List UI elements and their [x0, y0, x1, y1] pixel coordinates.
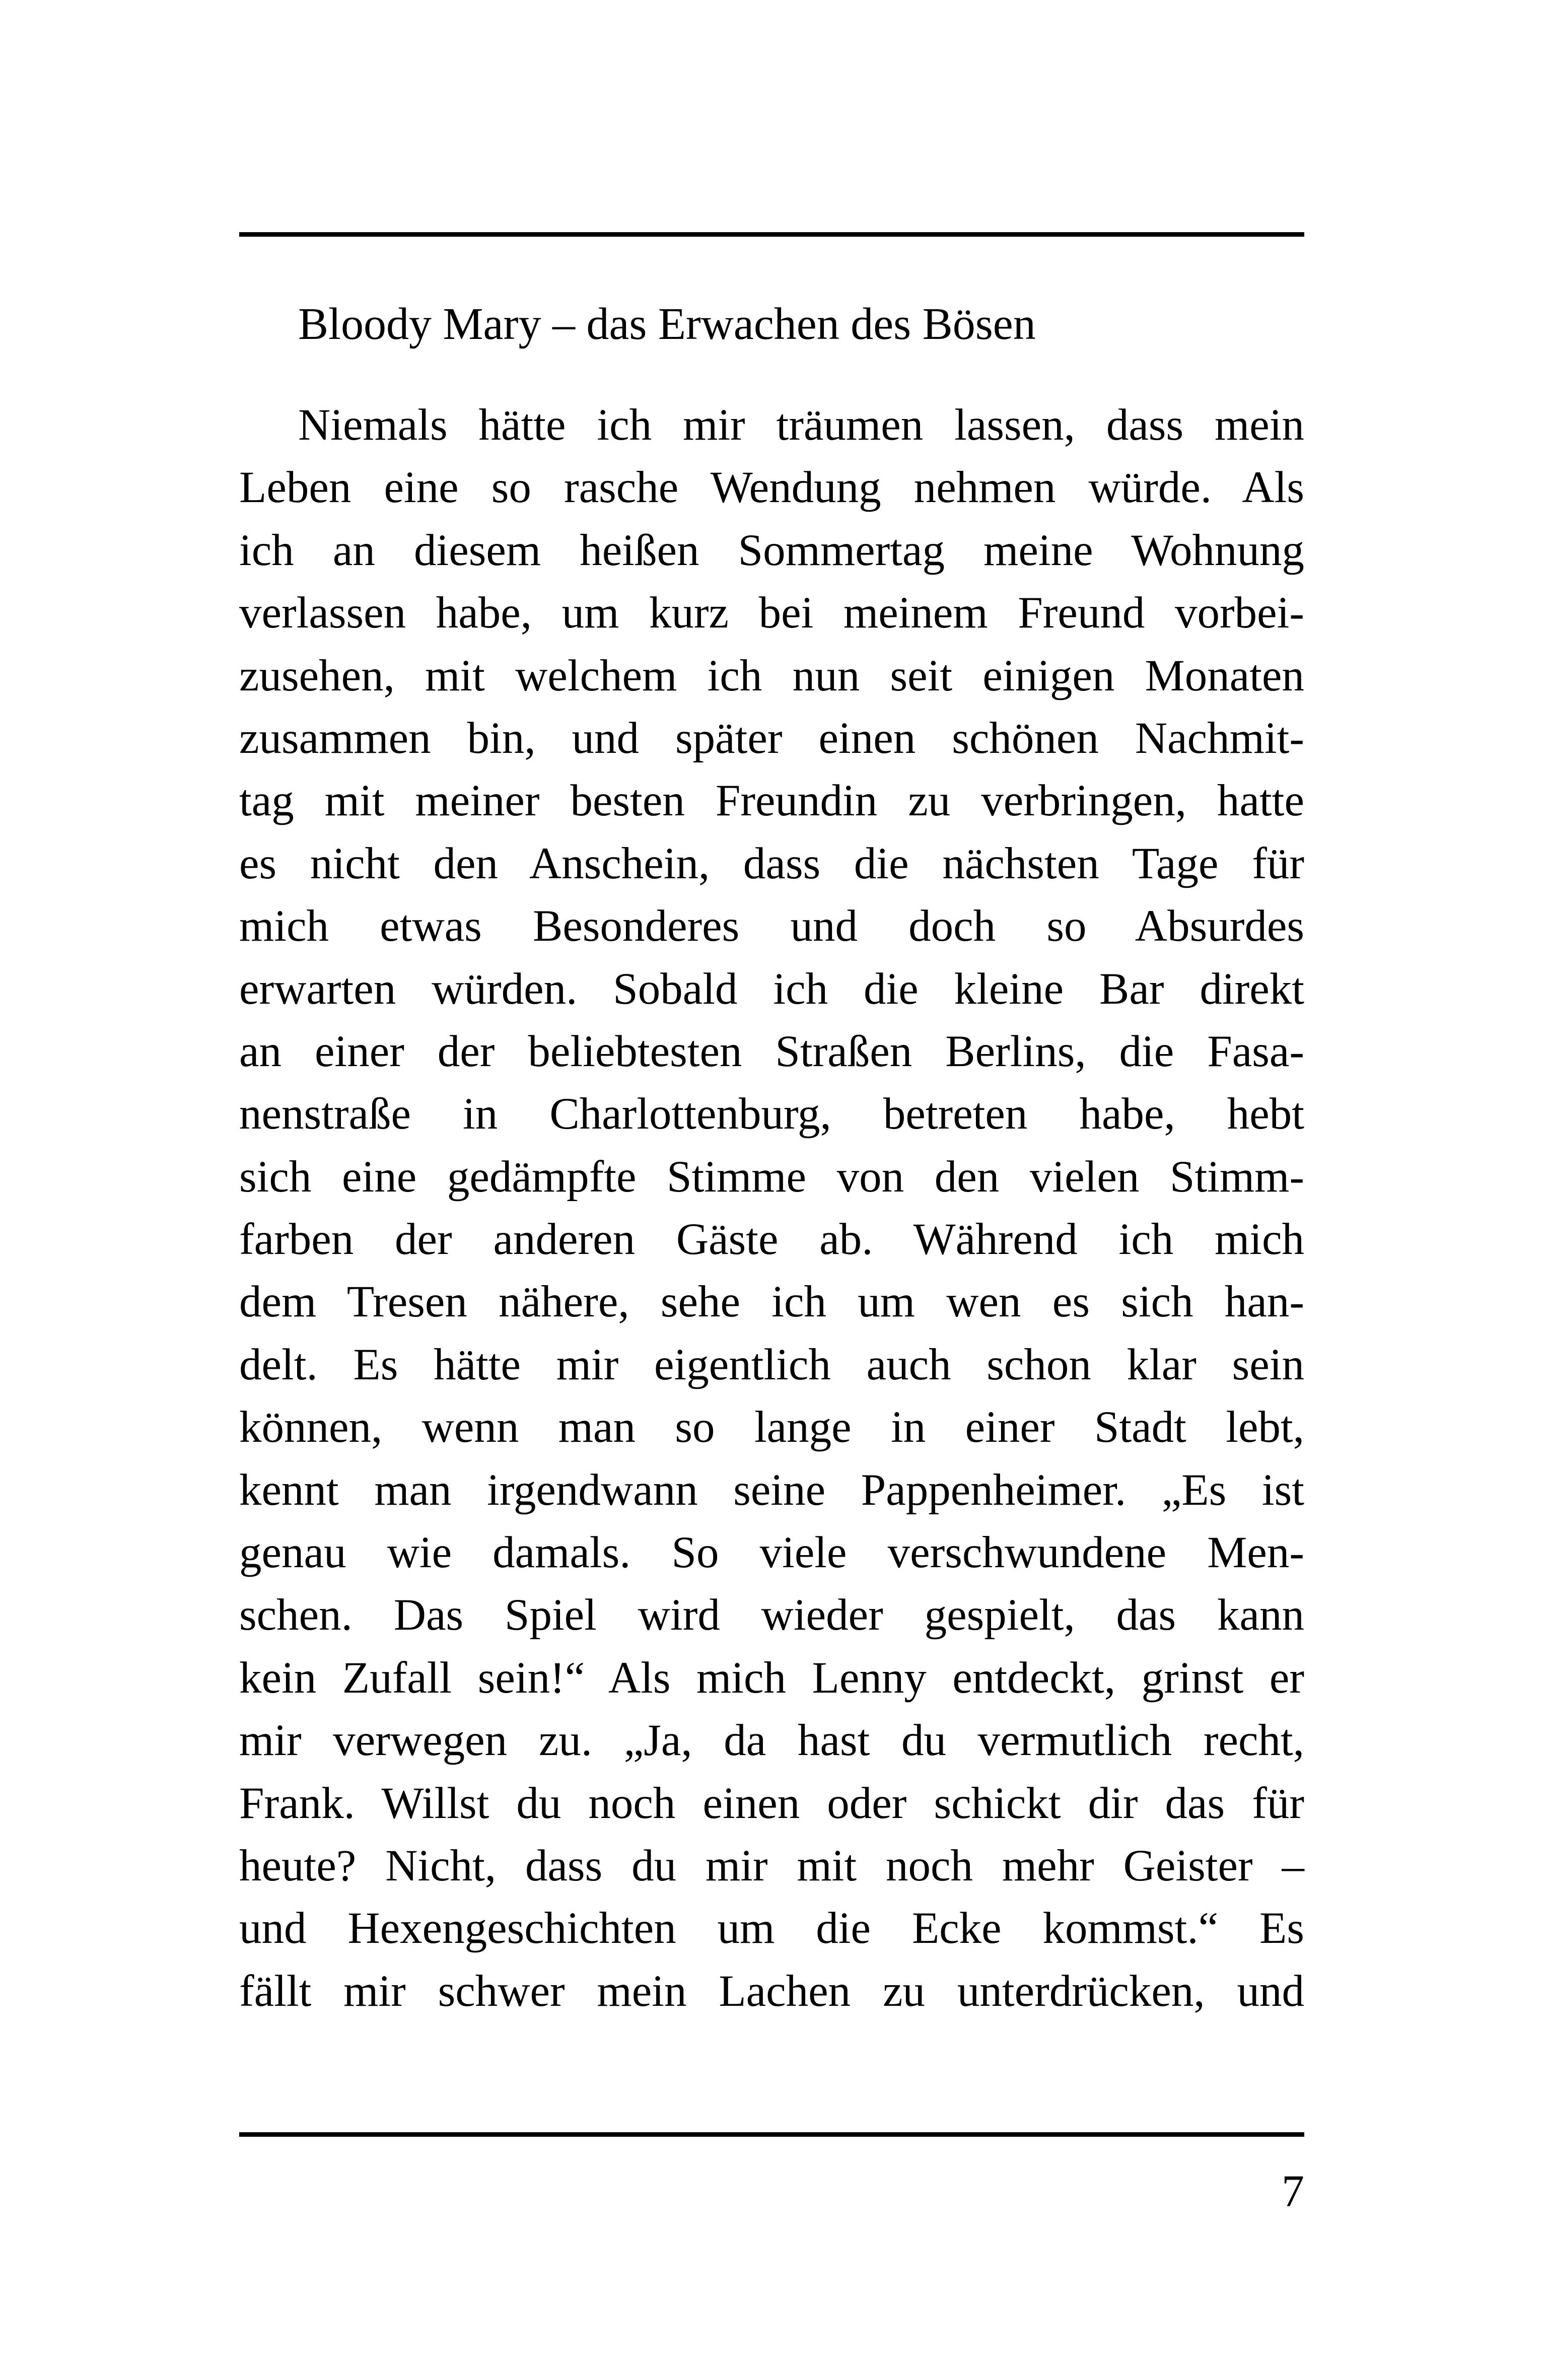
text-line: Frank. Willst du noch einen oder schickt dir das für [239, 1778, 1304, 1828]
text-line: zusammen bin, und später einen schönen Nachmit- [239, 713, 1304, 763]
page-number: 7 [1282, 2166, 1304, 2216]
text-line: fällt mir schwer mein Lachen zu unterdrücken, und [239, 1966, 1304, 2016]
text-line: können, wenn man so lange in einer Stadt lebt, [239, 1403, 1304, 1452]
text-line: es nicht den Anschein, dass die nächsten Tage für [239, 838, 1304, 888]
text-line: tag mit meiner besten Freundin zu verbringen, hatte [239, 776, 1304, 826]
text-line: ich an diesem heißen Sommertag meine Wohnung [239, 525, 1304, 575]
text-line: zusehen, mit welchem ich nun seit einigen Monaten [239, 651, 1304, 701]
text-line: und Hexengeschichten um die Ecke kommst.“ Es [239, 1904, 1304, 1953]
body-paragraph [239, 394, 1304, 2022]
text-line: an einer der beliebtesten Straßen Berlins, die Fasa- [239, 1026, 1304, 1076]
text-line: Niemals hätte ich mir träumen lassen, dass mein [298, 400, 1304, 450]
text-line: dem Tresen nähere, sehe ich um wen es sich han- [239, 1277, 1304, 1327]
text-line: nenstraße in Charlottenburg, betreten habe, hebt [239, 1089, 1304, 1139]
footer-rule [239, 2132, 1304, 2137]
text-line: mir verwegen zu. „Ja, da hast du vermutlich recht, [239, 1716, 1304, 1766]
text-line: verlassen habe, um kurz bei meinem Freund vorbei- [239, 588, 1304, 638]
text-line: Leben eine so rasche Wendung nehmen würde. Als [239, 463, 1304, 513]
chapter-title: Bloody Mary – das Erwachen des Bösen [298, 299, 1036, 349]
text-line: erwarten würden. Sobald ich die kleine Bar direkt [239, 964, 1304, 1014]
text-line: sich eine gedämpfte Stimme von den vielen Stimm- [239, 1152, 1304, 1202]
text-line: farben der anderen Gäste ab. Während ich mich [239, 1215, 1304, 1265]
text-line: kein Zufall sein!“ Als mich Lenny entdeckt, grinst er [239, 1653, 1304, 1703]
text-line: mich etwas Besonderes und doch so Absurdes [239, 901, 1304, 951]
header-rule [239, 232, 1304, 237]
text-line: schen. Das Spiel wird wieder gespielt, das kann [239, 1590, 1304, 1640]
text-line: genau wie damals. So viele verschwundene Men- [239, 1528, 1304, 1578]
text-line: heute? Nicht, dass du mir mit noch mehr Geister – [239, 1841, 1304, 1891]
text-line: kennt man irgendwann seine Pappenheimer. „Es ist [239, 1465, 1304, 1515]
text-line: delt. Es hätte mir eigentlich auch schon klar sein [239, 1340, 1304, 1389]
